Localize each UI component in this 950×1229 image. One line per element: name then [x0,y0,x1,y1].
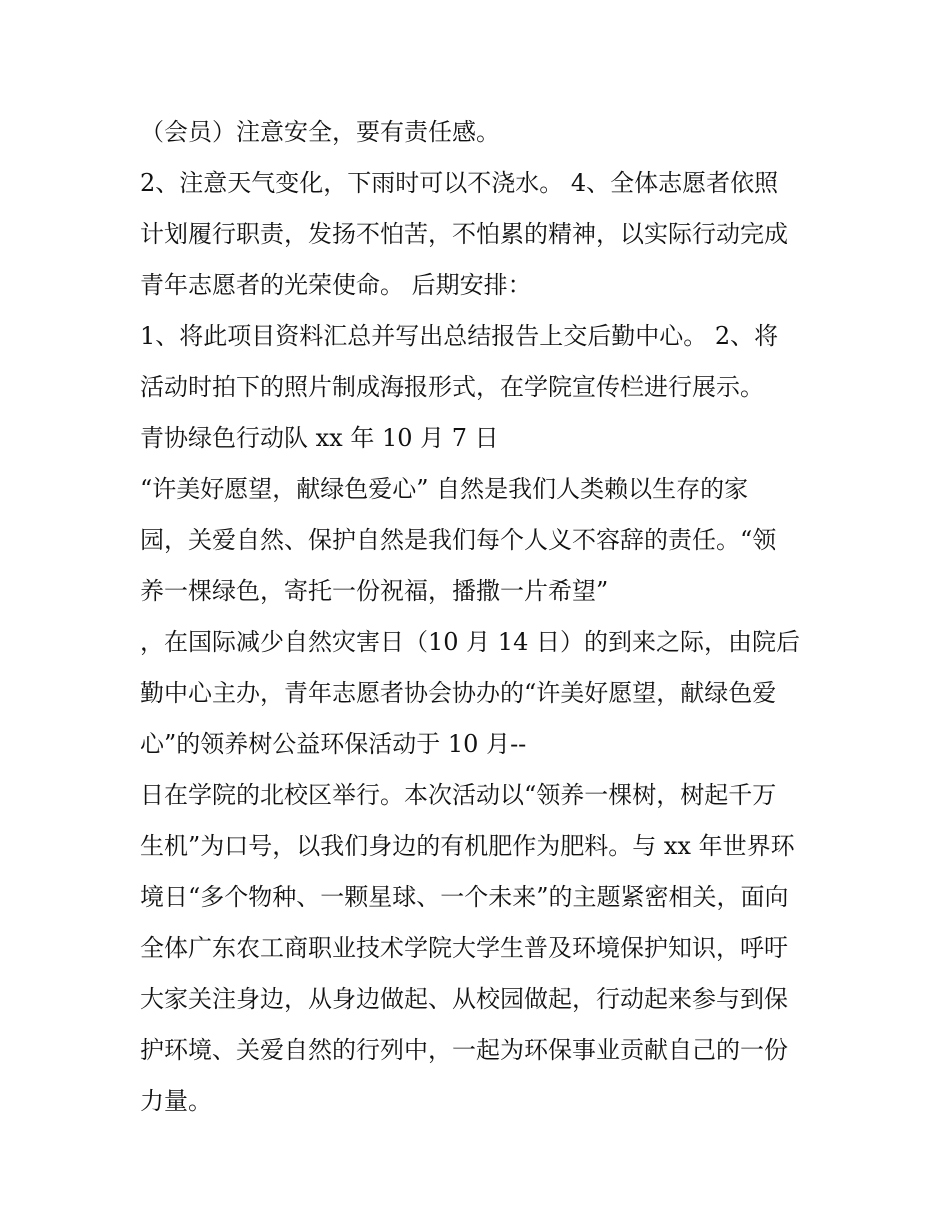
text-line: “许美好愿望，献绿色爱心” 自然是我们人类赖以生存的家 [140,475,749,503]
text-line: 青年志愿者的光荣使命。 后期安排： [140,271,532,299]
text-line: 养一棵绿色，寄托一份祝福，播撒一片希望” [140,577,609,605]
text-line: 活动时拍下的照片制成海报形式，在学院宣传栏进行展示。 [140,373,764,401]
text-line: 心”的领养树公益环保活动于 10 月-- [140,730,527,758]
text-line: 2、注意天气变化，下雨时可以不浇水。 4、全体志愿者依照 [140,169,779,197]
text-line: 勤中心主办，青年志愿者协会协办的“许美好愿望，献绿色爱 [140,679,777,707]
text-line: 生机”为口号，以我们身边的有机肥作为肥料。与 xx 年世界环 [140,832,795,860]
text-line: ，在国际减少自然灾害日（10 月 14 日）的到来之际，由院后 [140,628,800,656]
text-line: 日在学院的北校区举行。本次活动以“领养一棵树，树起千万 [140,781,777,809]
text-line: 力量。 [140,1087,212,1115]
document-body [140,107,830,1127]
text-line: 全体广东农工商职业技术学院大学生普及环境保护知识，呼吁 [140,934,788,962]
text-line: （会员）注意安全，要有责任感。 [140,118,500,146]
text-line: 境日“多个物种、一颗星球、一个未来”的主题紧密相关，面向 [140,883,789,911]
text-line: 大家关注身边，从身边做起、从校园做起，行动起来参与到保 [140,985,788,1013]
text-line: 护环境、关爱自然的行列中，一起为环保事业贡献自己的一份 [140,1036,788,1064]
text-line: 计划履行职责，发扬不怕苦，不怕累的精神，以实际行动完成 [140,220,788,248]
signature-line: 青协绿色行动队 xx 年 10 月 7 日 [140,424,499,452]
text-line: 1、将此项目资料汇总并写出总结报告上交后勤中心。 2、将 [140,322,779,350]
text-line: 园，关爱自然、保护自然是我们每个人义不容辞的责任。“领 [140,526,777,554]
